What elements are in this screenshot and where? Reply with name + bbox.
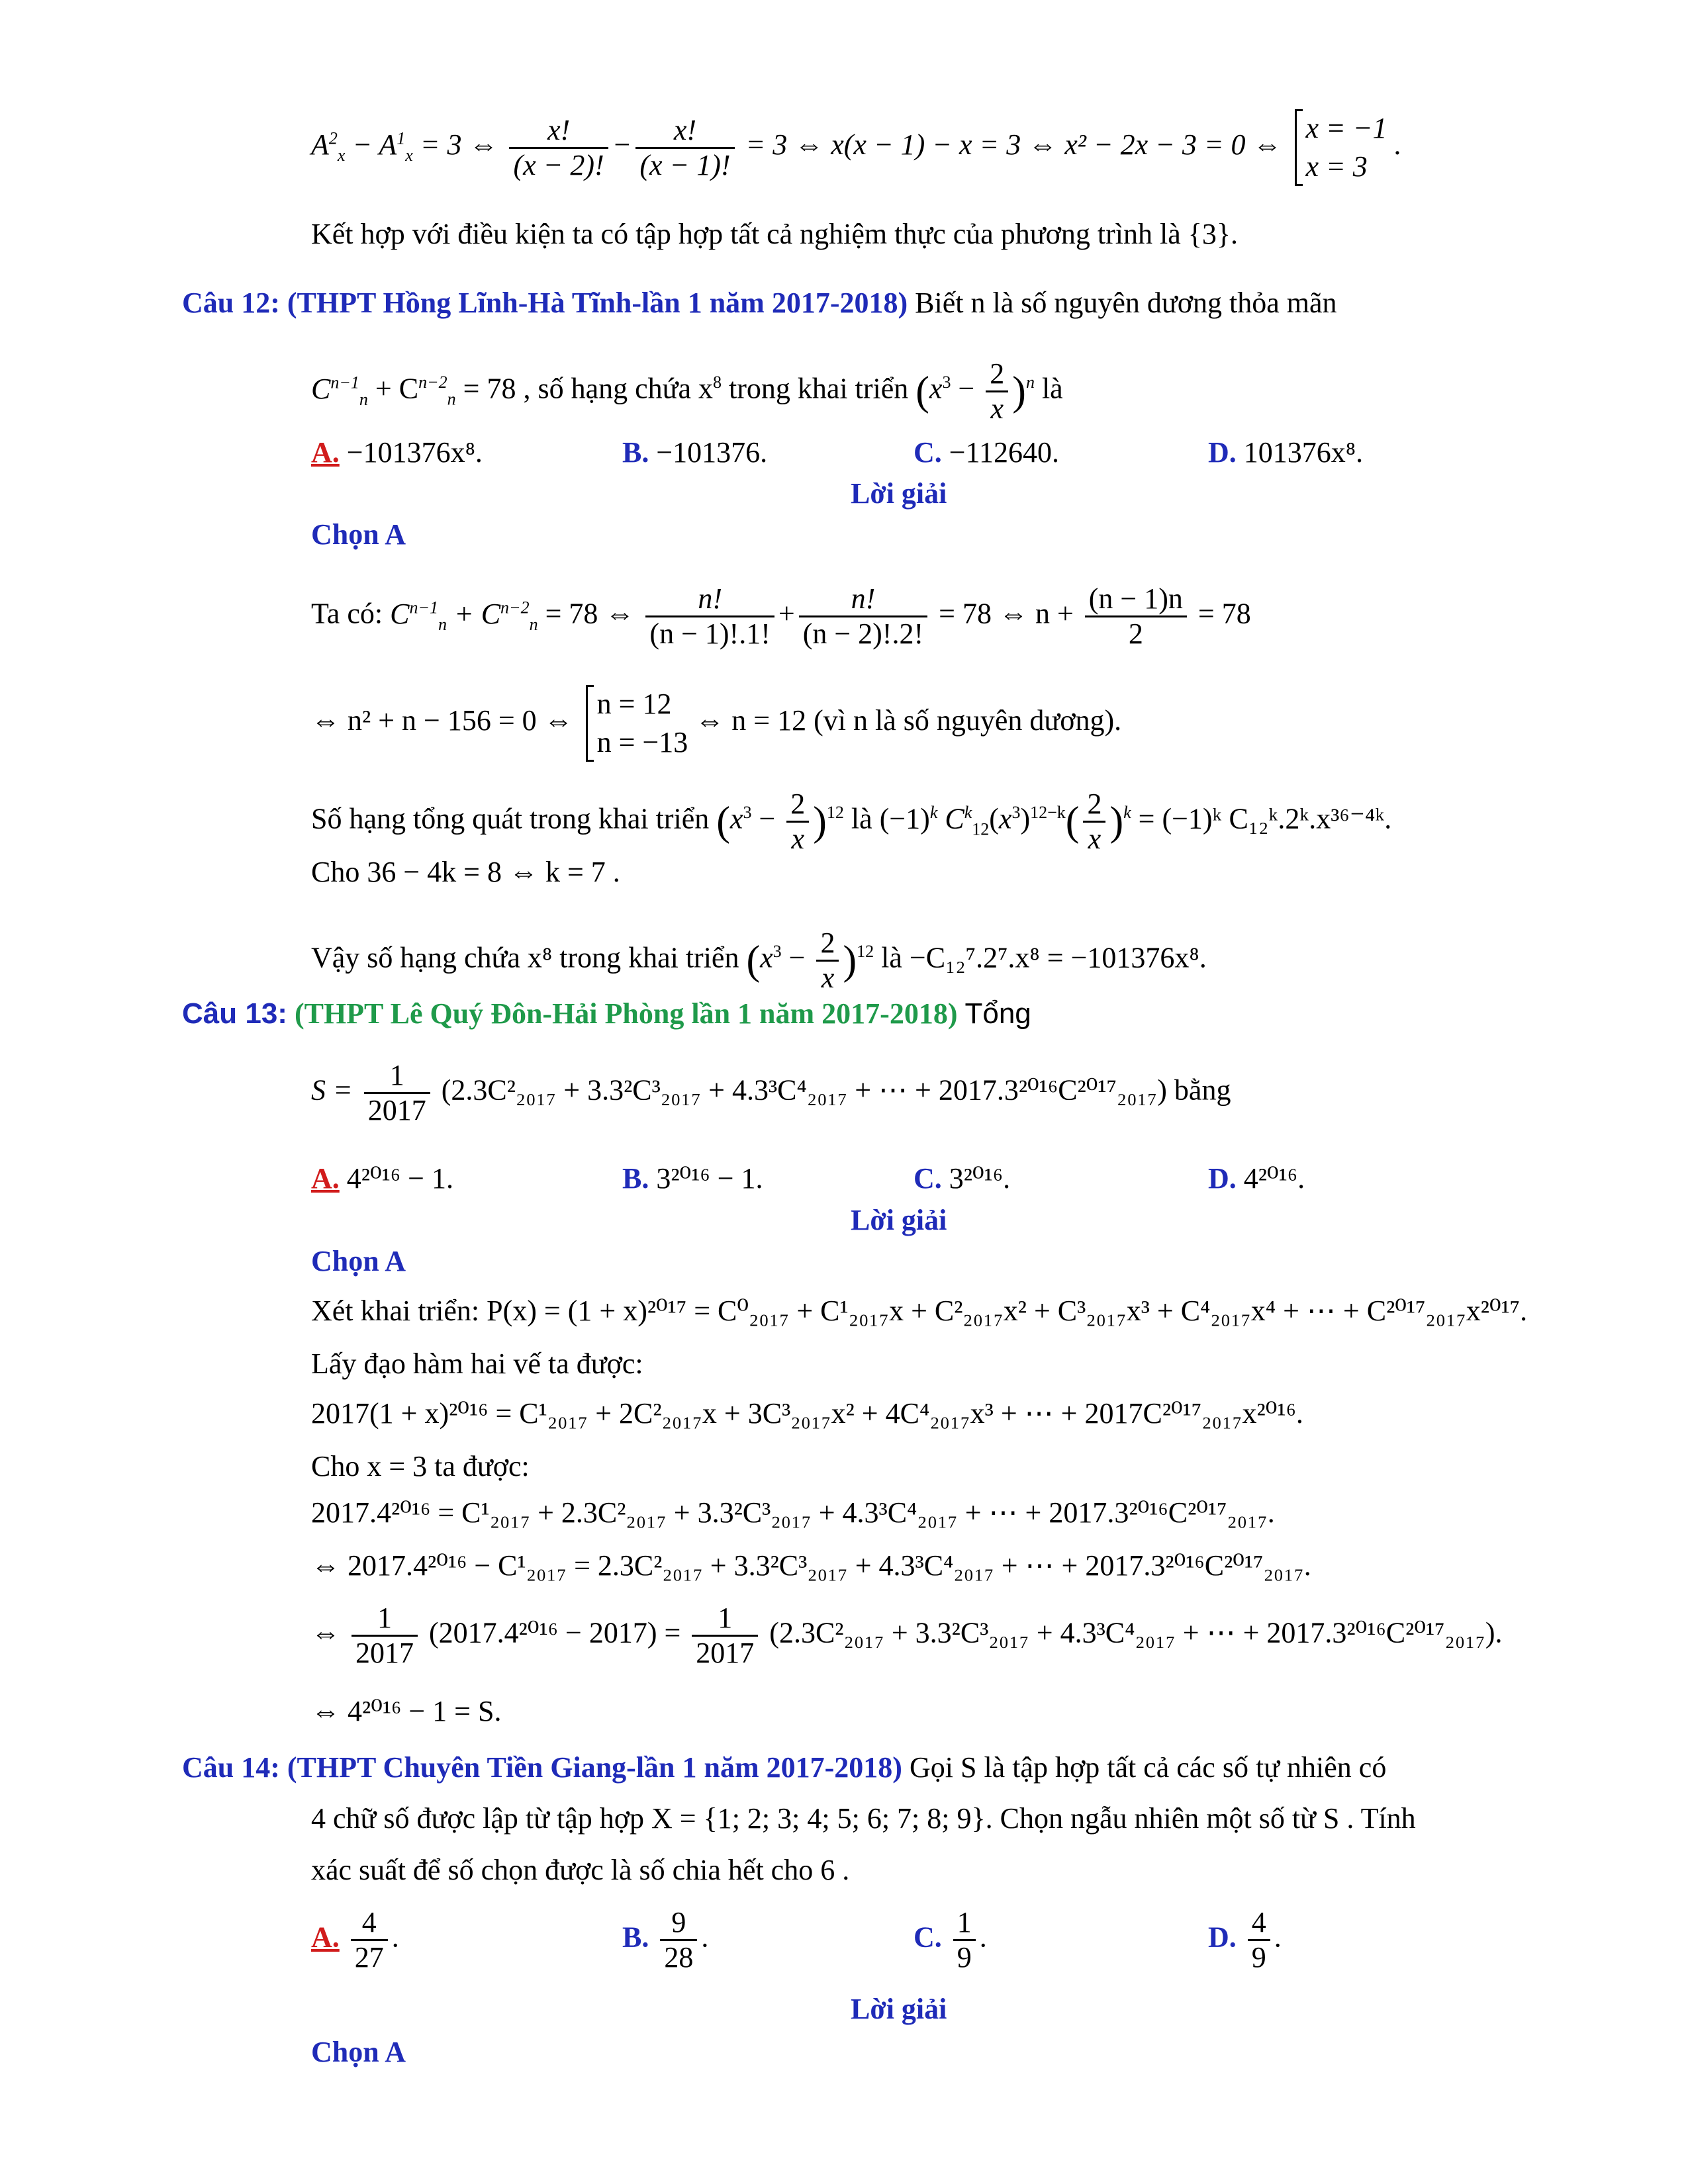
q13-sol-line4: Cho x = 3 ta được: [311, 1450, 530, 1482]
q14-header: Câu 14: (THPT Chuyên Tiền Giang-lần 1 năm 2017-2018) Gọi S là tập hợp tất cả các số tự nhiên có [182, 1751, 1387, 1784]
q14-option-a[interactable]: A. $\frac{4}{27}$ . [311, 1906, 399, 1974]
q14-stem-line3: xác suất để số chọn được là số chia hết cho 6 . [311, 1854, 850, 1886]
q13-option-d[interactable]: D. 4²⁰¹⁶. [1208, 1162, 1305, 1195]
q14-solution-title: Lời giải [851, 1993, 947, 2025]
q13-option-c[interactable]: C. 3²⁰¹⁶. [914, 1162, 1011, 1195]
q12-option-b[interactable]: B. −101376. [622, 436, 768, 469]
q12-sol-line2: ⇔ n² + n − 156 = 0 ⇔ n = 12 n = −13 ⇔ n = 12 (vì n là số nguyên dương). [311, 685, 1121, 762]
q13-stem-line2: S = $\frac{1}{2017}$ (2.3C²₂₀₁₇ + 3.3²C³₂₀₁₇ + 4.3³C⁴₂₀₁₇ + ⋯ + 2017.3²⁰¹⁶C²⁰¹⁷₂₀₁₇) bằng [311, 1059, 1231, 1126]
q13-sol-line6: ⇔ 2017.4²⁰¹⁶ − C¹₂₀₁₇ = 2.3C²₂₀₁₇ + 3.3²C³₂₀₁₇ + 4.3³C⁴₂₀₁₇ + ⋯ + 2017.3²⁰¹⁶C²⁰¹⁷₂₀₁₇. [311, 1549, 1311, 1582]
q12-sol-line3: Số hạng tổng quát trong khai triển ($x^3$ − $\frac{2}{x}$ )$^{12}$ là $(-1)^k$ $C^k_{12}(x^3)^{12-k}$( $\frac{2}{x}$ )$^k$ = (−1)ᵏ C₁₂ᵏ.2ᵏ.x³⁶⁻⁴ᵏ. [311, 788, 1392, 855]
q12-sol-line4: Cho 36 − 4k = 8 ⇔ k = 7 . [311, 856, 620, 888]
q13-option-b[interactable]: B. 3²⁰¹⁶ − 1. [622, 1162, 763, 1195]
q13-solution-title: Lời giải [851, 1204, 947, 1236]
q14-option-b[interactable]: B. $\frac{9}{28}$ . [622, 1906, 709, 1974]
q13-sol-line1: Xét khai triển: P(x) = (1 + x)²⁰¹⁷ = C⁰₂₀₁₇ + C¹₂₀₁₇x + C²₂₀₁₇x² + C³₂₀₁₇x³ + C⁴₂₀₁₇x⁴ + ⋯ + C²⁰¹⁷₂₀₁₇x²⁰¹⁷. [311, 1295, 1528, 1327]
q13-sol-line8: ⇔ 4²⁰¹⁶ − 1 = S. [311, 1695, 502, 1727]
q13-sol-line7: ⇔ $\frac{1}{2017}$ (2017.4²⁰¹⁶ − 2017) = $\frac{1}{2017}$ (2.3C²₂₀₁₇ + 3.3²C³₂₀₁₇ + 4.3³C⁴₂₀₁₇ + ⋯ + 2017.3²⁰¹⁶C²⁰¹⁷₂₀₁₇). [311, 1602, 1503, 1669]
q12-stem-line2: $C^{n-1}_n + C^{n-2}_n = 78$ , số hạng chứa $x^8$ trong khai triển ($x^3$ − $\frac{2}{x}$ )$^n$ là [311, 357, 1063, 425]
q12-sol-line1: Ta có: $C^{n-1}_n + C^{n-2}_n = 78$ ⇔ $\frac{n!}{(n - 1)!.1!}$ + $\frac{n!}{(n - 2)!.2!}$ = 78 ⇔ n + $\frac{(n - 1)n}{2}$ = 78 [311, 582, 1251, 650]
q12-sol-line5: Vậy số hạng chứa x⁸ trong khai triển ($x^3$ − $\frac{2}{x}$ )$^{12}$ là −C₁₂⁷.2⁷.x⁸ = −101376x⁸. [311, 927, 1207, 994]
q13-option-a[interactable]: A. 4²⁰¹⁶ − 1. [311, 1162, 453, 1195]
q12-option-c[interactable]: C. −112640. [914, 436, 1059, 469]
q12-choice: Chọn A [311, 518, 406, 551]
q13-sol-line3: 2017(1 + x)²⁰¹⁶ = C¹₂₀₁₇ + 2C²₂₀₁₇x + 3C³₂₀₁₇x² + 4C⁴₂₀₁₇x³ + ⋯ + 2017C²⁰¹⁷₂₀₁₇x²⁰¹⁶. [311, 1397, 1303, 1430]
q12-option-d[interactable]: D. 101376x⁸. [1208, 436, 1364, 469]
q14-option-c[interactable]: C. $\frac{1}{9}$ . [914, 1906, 987, 1974]
q12-option-a[interactable]: A. −101376x⁸. [311, 436, 483, 469]
q13-header: Câu 13: (THPT Lê Quý Đôn-Hải Phòng lần 1 năm 2017-2018) Tổng [182, 997, 1031, 1030]
q12-header: Câu 12: (THPT Hồng Lĩnh-Hà Tĩnh-lần 1 năm 2017-2018) Biết n là số nguyên dương thỏa mãn [182, 287, 1337, 319]
q13-sol-line2: Lấy đạo hàm hai vế ta được: [311, 1347, 643, 1380]
q12-solution-title: Lời giải [851, 477, 947, 510]
q11-conclusion: Kết hợp với điều kiện ta có tập hợp tất cả nghiệm thực của phương trình là {3}. [311, 218, 1238, 250]
q13-sol-line5: 2017.4²⁰¹⁶ = C¹₂₀₁₇ + 2.3C²₂₀₁₇ + 3.3²C³₂₀₁₇ + 4.3³C⁴₂₀₁₇ + ⋯ + 2017.3²⁰¹⁶C²⁰¹⁷₂₀₁₇. [311, 1496, 1275, 1529]
q13-choice: Chọn A [311, 1245, 406, 1277]
q14-choice: Chọn A [311, 2036, 406, 2068]
q11-equation: $A^2_x - A^1_x = 3$ ⇔ $\frac{x!}{(x - 2)!}$ − $\frac{x!}{(x - 1)!}$ = 3 ⇔ x(x − 1) − x = 3 ⇔ x² − 2x − 3 = 0 ⇔ x = −1 x = 3 . [311, 109, 1401, 186]
q14-stem-line2: 4 chữ số được lập từ tập hợp X = {1; 2; 3; 4; 5; 6; 7; 8; 9}. Chọn ngẫu nhiên một số từ S . Tính [311, 1802, 1416, 1835]
q14-option-d[interactable]: D. $\frac{4}{9}$ . [1208, 1906, 1282, 1974]
